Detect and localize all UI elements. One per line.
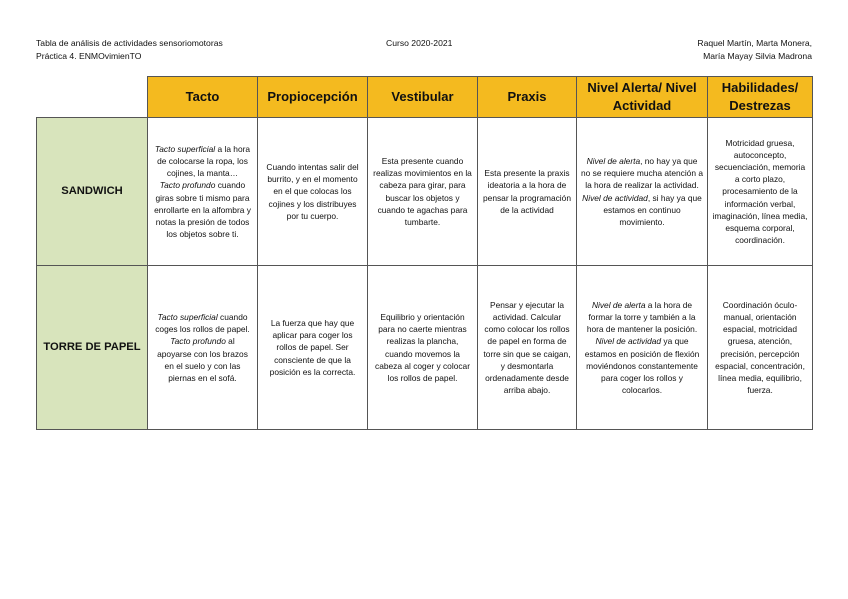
cell-term: Tacto profundo — [159, 180, 216, 191]
cell-term: Tacto profundo — [170, 336, 226, 347]
row-header-sandwich: SANDWICH — [37, 118, 148, 266]
cell-text: a la hora de colocarse la ropa, los cojines, la manta… — [157, 144, 251, 179]
table-header-row — [37, 77, 813, 118]
cell-tacto — [148, 266, 258, 430]
column-header-vestibular: Vestibular — [368, 77, 478, 118]
cell-text: ya que estamos en posición de flexión moviéndonos constantemente para coger los rollos y colocarlos. — [584, 336, 700, 395]
row-header-torre-de-papel: TORRE DE PAPEL — [37, 266, 148, 430]
cell-nivel — [577, 118, 708, 266]
course-label: Curso 2020-2021 — [386, 38, 453, 48]
table-row — [37, 118, 813, 266]
cell-text: cuando giras sobre ti mismo para enrollarte en la alfombra y notas la presión de todos los objetos sobre ti. — [154, 180, 251, 239]
cell-nivel — [577, 266, 708, 430]
document-authors — [697, 37, 812, 63]
column-header-tacto: Tacto — [148, 77, 258, 118]
column-header-praxis: Praxis — [478, 77, 577, 118]
table-row — [37, 266, 813, 430]
table-corner-cell — [37, 77, 148, 118]
document-subtitle: Práctica 4. ENMOvimienTO — [36, 51, 142, 61]
activities-table — [36, 76, 813, 430]
cell-praxis: Pensar y ejecutar la actividad. Calcular como colocar los rollos de papel en forma de torre sin que se caigan, y desmontarla ordenadamente desde arriba abajo. — [478, 266, 577, 430]
cell-text: , si hay ya que estamos en continuo movimiento. — [603, 192, 702, 227]
cell-term: Nivel de alerta — [591, 300, 646, 311]
cell-text: , no hay ya que no se requiere mucha atención a la hora de realizar la actividad. — [581, 156, 703, 191]
cell-term: Nivel de actividad — [595, 336, 662, 347]
cell-term: Tacto superficial — [154, 144, 216, 155]
cell-term: Nivel de actividad — [582, 192, 648, 203]
cell-propiocepcion: Cuando intentas salir del burrito, y en el momento en el que colocas los cojines y los distribuyes por tu cuerpo. — [258, 118, 368, 266]
cell-propiocepcion: La fuerza que hay que aplicar para coger los rollos de papel. Ser consciente de que la posición es la correcta. — [258, 266, 368, 430]
column-header-habilidades: Habilidades/ Destrezas — [708, 77, 813, 118]
cell-tacto — [148, 118, 258, 266]
column-header-nivel: Nivel Alerta/ Nivel Actividad — [577, 77, 708, 118]
authors-line-1: Raquel Martín, Marta Monera, — [697, 38, 812, 48]
cell-vestibular: Esta presente cuando realizas movimientos en la cabeza para girar, para buscar los objetos y cuando te agachas para tumbarte. — [368, 118, 478, 266]
document-header-left — [36, 37, 223, 63]
cell-term: Nivel de alerta — [586, 156, 641, 167]
cell-habilidades: Coordinación óculo-manual, orientación espacial, motricidad gruesa, atención, precisión, percepción espacial, concentración, línea media, equilibrio, fuerza. — [708, 266, 813, 430]
cell-habilidades: Motricidad gruesa, autoconcepto, secuenciación, memoria a corto plazo, procesamiento de la información verbal, imaginación, línea media, esquema corporal, coordinación. — [708, 118, 813, 266]
column-header-propiocepcion: Propiocepción — [258, 77, 368, 118]
cell-praxis: Esta presente la praxis ideatoria a la hora de pensar la programación de la actividad — [478, 118, 577, 266]
cell-text: a la hora de formar la torre y también a la hora de mantener la posición. — [586, 300, 698, 335]
cell-term: Tacto superficial — [157, 312, 218, 323]
cell-vestibular: Equilibrio y orientación para no caerte mientras realizas la plancha, cuando movemos la cabeza al coger y colocar los rollos de papel. — [368, 266, 478, 430]
cell-text: al apoyarse con los brazos en el suelo y con las piernas en el sofá. — [157, 336, 248, 383]
authors-line-2: María Mayay Silvia Madrona — [703, 51, 812, 61]
cell-text: cuando coges los rollos de papel. — [155, 312, 250, 335]
document-title: Tabla de análisis de actividades sensoriomotoras — [36, 38, 223, 48]
